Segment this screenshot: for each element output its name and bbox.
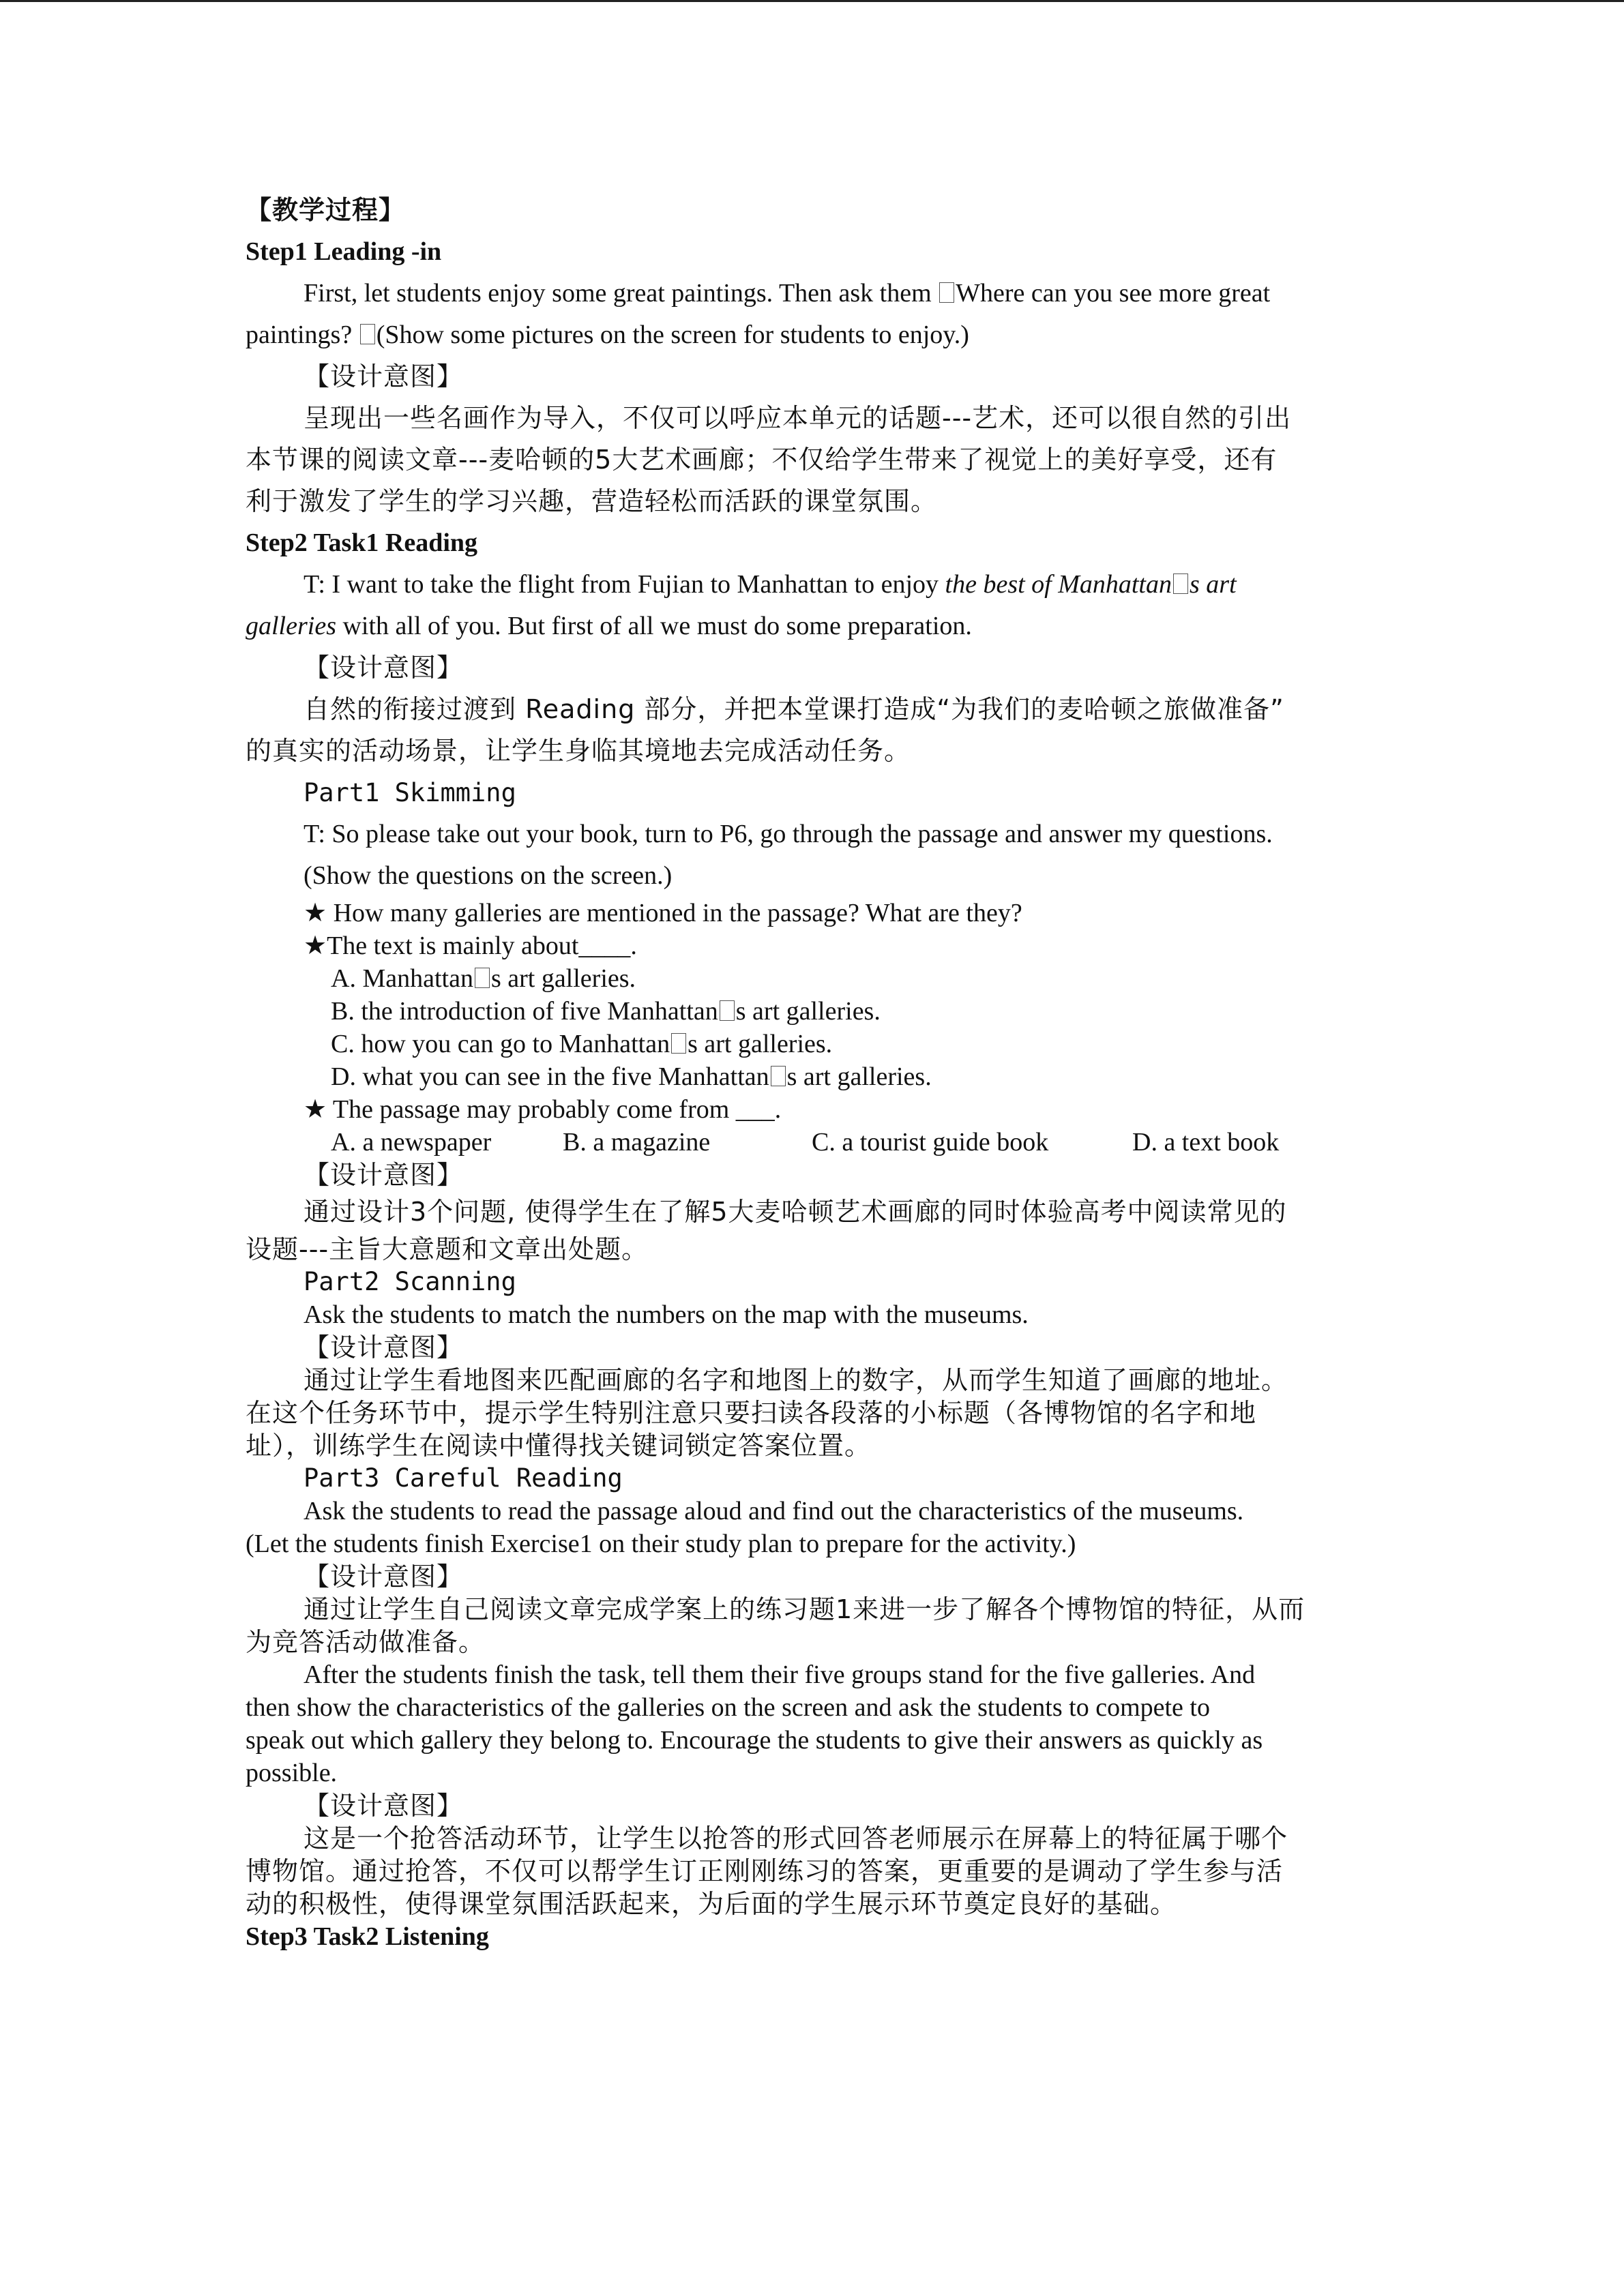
missing-glyph-box	[1173, 573, 1188, 594]
section-title: 【教学过程】	[246, 195, 406, 225]
option: A. a newspaper	[331, 1128, 492, 1157]
step1-intent-line2: 本节课的阅读文章---麦哈顿的5大艺术画廊；不仅给学生带来了视觉上的美好享受，还有	[246, 445, 1278, 475]
question-3: ★ The passage may probably come from ___.	[304, 1095, 782, 1124]
part1-instruction-line2: (Show the questions on the screen.)	[304, 861, 673, 890]
part3-intent-line1: 通过让学生自己阅读文章完成学案上的练习题1来进一步了解各个博物馆的特征，从而	[304, 1594, 1305, 1624]
option: C. a tourist guide book	[812, 1128, 1049, 1157]
question-2-option-a: A. Manhattan s art galleries.	[331, 964, 636, 993]
design-intent-label: 【设计意图】	[304, 1562, 464, 1592]
part3-heading: Part3 Careful Reading	[304, 1463, 623, 1493]
activity-line1: After the students finish the task, tell them their five groups stand for the five galleries. And	[304, 1660, 1256, 1689]
part3-instruction-line2: (Let the students finish Exercise1 on their study plan to prepare for the activity.)	[246, 1530, 1076, 1558]
design-intent-label: 【设计意图】	[304, 1160, 464, 1190]
step2-paragraph-line2: galleries with all of you. But first of all we must do some preparation.	[246, 612, 972, 640]
question-3-options	[246, 1126, 1381, 1159]
question-2-option-c: C. how you can go to Manhattan s art galleries.	[331, 1030, 833, 1058]
question-2-option-d: D. what you can see in the five Manhattan s art galleries.	[331, 1062, 932, 1091]
step1-paragraph-line2: paintings? (Show some pictures on the screen for students to enjoy.)	[246, 320, 969, 349]
step2-paragraph-line1: T: I want to take the flight from Fujian to Manhattan to enjoy the best of Manhattan s art	[304, 570, 1237, 599]
step1-intent-line3: 利于激发了学生的学习兴趣，营造轻松而活跃的课堂氛围。	[246, 486, 938, 516]
step1-heading: Step1 Leading -in	[246, 237, 442, 266]
step3-heading: Step3 Task2 Listening	[246, 1922, 489, 1951]
part1-intent-line1: 通过设计3个问题, 使得学生在了解5大麦哈顿艺术画廊的同时体验高考中阅读常见的	[304, 1197, 1287, 1227]
missing-glyph-box	[360, 324, 375, 344]
step2-intent-line1: 自然的衔接过渡到 Reading 部分，并把本堂课打造成“为我们的麦哈顿之旅做准备”	[304, 694, 1284, 724]
option: D. a text book	[1132, 1128, 1280, 1157]
step1-intent-line1: 呈现出一些名画作为导入，不仅可以呼应本单元的话题---艺术，还可以很自然的引出	[304, 403, 1292, 433]
part2-intent-line3: 址），训练学生在阅读中懂得找关键词锁定答案位置。	[246, 1431, 872, 1461]
missing-glyph-box	[720, 1000, 735, 1021]
missing-glyph-box	[771, 1066, 786, 1086]
part1-instruction-line1: T: So please take out your book, turn to P6, go through the passage and answer my questions.	[304, 820, 1273, 848]
question-2: ★The text is mainly about____.	[304, 931, 637, 960]
question-1: ★ How many galleries are mentioned in the passage? What are they?	[304, 899, 1022, 927]
step1-paragraph-line1: First, let students enjoy some great paintings. Then ask them Where can you see more great	[304, 279, 1271, 308]
document-page	[246, 190, 1381, 1953]
part1-intent-line2: 设题---主旨大意题和文章出处题。	[246, 1234, 649, 1264]
design-intent-label: 【设计意图】	[304, 361, 464, 391]
design-intent-label: 【设计意图】	[304, 1791, 464, 1821]
step2-heading: Step2 Task1 Reading	[246, 528, 478, 557]
part2-heading: Part2 Scanning	[304, 1267, 516, 1296]
step2-intent-line2: 的真实的活动场景，让学生身临其境地去完成活动任务。	[246, 736, 911, 766]
part1-heading: Part1 Skimming	[304, 778, 516, 807]
part3-intent2-line2: 博物馆。通过抢答，不仅可以帮学生订正刚刚练习的答案，更重要的是调动了学生参与活	[246, 1856, 1284, 1886]
part3-intent2-line3: 动的积极性，使得课堂氛围活跃起来，为后面的学生展示环节奠定良好的基础。	[246, 1889, 1177, 1919]
missing-glyph-box	[475, 968, 490, 988]
activity-line3: speak out which gallery they belong to. Encourage the students to give their answers as quickly as	[246, 1726, 1263, 1755]
design-intent-label: 【设计意图】	[304, 653, 464, 683]
page-top-border	[0, 0, 1624, 2]
design-intent-label: 【设计意图】	[304, 1332, 464, 1362]
missing-glyph-box	[671, 1033, 686, 1054]
question-2-option-b: B. the introduction of five Manhattan s art galleries.	[331, 997, 881, 1026]
missing-glyph-box	[939, 282, 954, 303]
part2-intent-line2: 在这个任务环节中，提示学生特别注意只要扫读各段落的小标题（各博物馆的名字和地	[246, 1398, 1257, 1428]
part3-instruction-line1: Ask the students to read the passage aloud and find out the characteristics of the museums.	[304, 1497, 1244, 1525]
part3-intent-line2: 为竞答活动做准备。	[246, 1627, 486, 1657]
part2-instruction: Ask the students to match the numbers on the map with the museums.	[304, 1300, 1029, 1329]
part3-intent2-line1: 这是一个抢答活动环节，让学生以抢答的形式回答老师展示在屏幕上的特征属于哪个	[304, 1823, 1288, 1853]
part2-intent-line1: 通过让学生看地图来匹配画廊的名字和地图上的数字，从而学生知道了画廊的地址。	[304, 1365, 1288, 1395]
activity-line2: then show the characteristics of the galleries on the screen and ask the students to compete to	[246, 1693, 1210, 1722]
activity-line4: possible.	[246, 1759, 338, 1787]
option: B. a magazine	[563, 1128, 711, 1157]
